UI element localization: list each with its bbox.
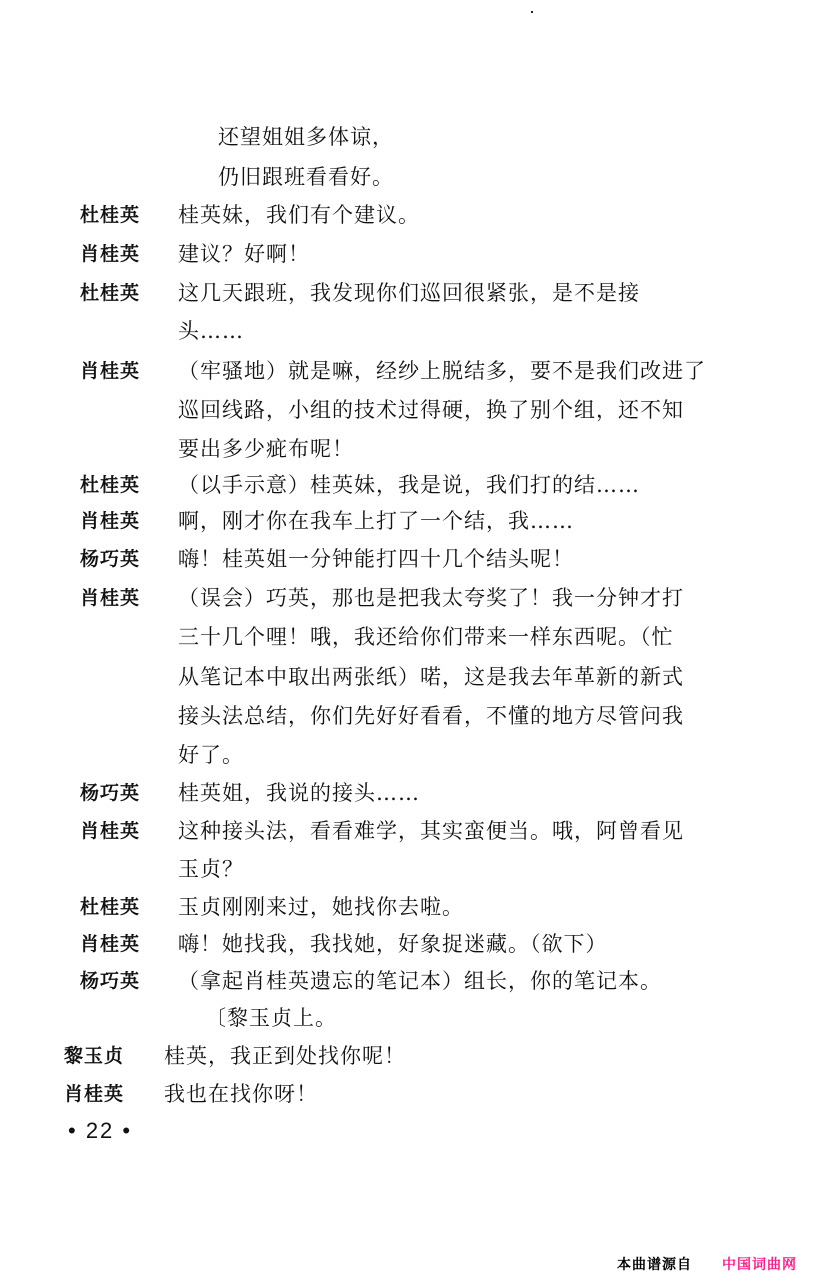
dialogue-line: （牢骚地）就是嘛，经纱上脱结多，要不是我们改进了 [178,359,706,383]
dialogue-line: 三十几个哩！哦，我还给你们带来一样东西呢。（忙 [178,625,674,649]
footer-site-link[interactable]: 中国词曲网 [722,1257,797,1273]
dialogue-line: 啊，刚才你在我车上打了一个结，我…… [178,509,574,533]
speaker-name: 肖桂英 [80,820,141,842]
speaker-name: 黎玉贞 [64,1045,125,1067]
dialogue-line: 桂英姐，我说的接头…… [178,781,420,805]
dialogue-line: 桂英妹，我们有个建议。 [178,203,420,227]
dialogue-line: 这种接头法，看看难学，其实蛮便当。哦，阿曾看见 [178,819,684,843]
dialogue-line: （误会）巧英，那也是把我太夸奖了！我一分钟才打 [178,586,684,610]
speaker-name: 杨巧英 [80,548,141,570]
page-number: • 22 • [68,1118,133,1143]
speaker-name: 杜桂英 [80,474,141,496]
speaker-name: 肖桂英 [80,510,141,532]
stage-direction: 〔黎玉贞上。 [205,1006,337,1030]
speaker-name: 杜桂英 [80,282,141,304]
verse-line: 仍旧跟班看看好。 [218,165,394,189]
dialogue-line: 头…… [178,319,244,343]
footer-source-label: 本曲谱源自 [617,1257,692,1273]
speaker-name: 肖桂英 [80,243,141,265]
dialogue-line: 嗨！桂英姐一分钟能打四十几个结头呢！ [178,547,574,571]
dialogue-line: 巡回线路，小组的技术过得硬，换了别个组，还不知 [178,398,684,422]
speaker-name: 肖桂英 [64,1083,125,1105]
speaker-name: 肖桂英 [80,933,141,955]
dialogue-line: 建议？好啊！ [178,242,310,266]
dialogue-line: 好了。 [178,743,244,767]
verse-line: 还望姐姐多体谅， [218,125,394,149]
speaker-name: 杜桂英 [80,204,141,226]
dialogue-line: 玉贞？ [178,857,244,881]
dialogue-line: 我也在找你呀！ [164,1082,318,1106]
dialogue-line: （拿起肖桂英遗忘的笔记本）组长，你的笔记本。 [178,969,662,993]
speaker-name: 肖桂英 [80,360,141,382]
dialogue-line: 要出多少疵布呢！ [178,437,354,461]
dialogue-line: 接头法总结，你们先好好看看，不懂的地方尽管问我 [178,704,684,728]
dialogue-line: 嗨！她找我，我找她，好象捉迷藏。（欲下） [178,932,608,956]
speaker-name: 杨巧英 [80,970,141,992]
dialogue-line: 桂英，我正到处找你呢！ [164,1044,406,1068]
dialogue-line: 这几天跟班，我发现你们巡回很紧张，是不是接 [178,281,640,305]
dialogue-line: 玉贞刚刚来过，她找你去啦。 [178,895,464,919]
dialogue-line: （以手示意）桂英妹，我是说，我们打的结…… [178,473,640,497]
scan-speck [531,11,533,13]
speaker-name: 杜桂英 [80,896,141,918]
dialogue-line: 从笔记本中取出两张纸）喏，这是我去年革新的新式 [178,665,684,689]
speaker-name: 肖桂英 [80,587,141,609]
speaker-name: 杨巧英 [80,782,141,804]
